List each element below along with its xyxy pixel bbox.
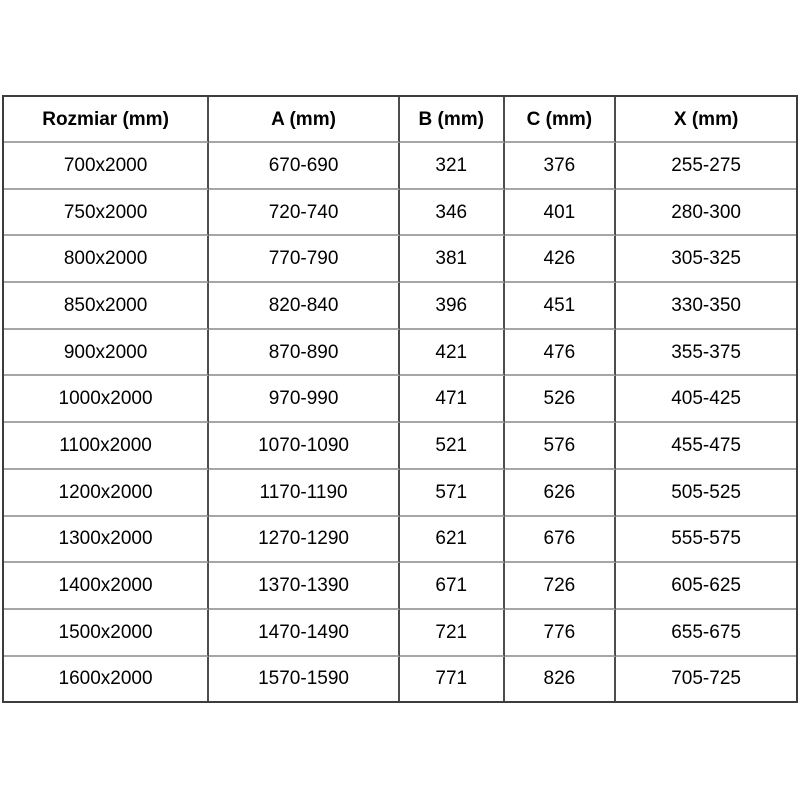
table-cell: 526 xyxy=(505,376,617,423)
header-row xyxy=(4,97,796,143)
size-table xyxy=(2,95,798,703)
table-cell: 705-725 xyxy=(616,657,796,702)
table-row xyxy=(4,610,796,657)
table-cell: 280-300 xyxy=(616,190,796,237)
table-cell: 605-625 xyxy=(616,563,796,610)
table-cell: 970-990 xyxy=(209,376,400,423)
column-header-1: A (mm) xyxy=(209,97,400,143)
table-row xyxy=(4,143,796,190)
table-cell: 820-840 xyxy=(209,283,400,330)
table-cell: 770-790 xyxy=(209,236,400,283)
table-cell: 476 xyxy=(505,330,617,377)
table-cell: 800x2000 xyxy=(4,236,209,283)
table-cell: 900x2000 xyxy=(4,330,209,377)
table-cell: 1500x2000 xyxy=(4,610,209,657)
table-cell: 421 xyxy=(400,330,505,377)
table-cell: 396 xyxy=(400,283,505,330)
table-cell: 381 xyxy=(400,236,505,283)
table-row xyxy=(4,470,796,517)
table-row xyxy=(4,657,796,702)
table-cell: 726 xyxy=(505,563,617,610)
table-cell: 776 xyxy=(505,610,617,657)
table-cell: 670-690 xyxy=(209,143,400,190)
table-cell: 870-890 xyxy=(209,330,400,377)
table-cell: 1600x2000 xyxy=(4,657,209,702)
table-cell: 671 xyxy=(400,563,505,610)
table-cell: 521 xyxy=(400,423,505,470)
table-cell: 455-475 xyxy=(616,423,796,470)
table-cell: 571 xyxy=(400,470,505,517)
table-cell: 305-325 xyxy=(616,236,796,283)
table-cell: 655-675 xyxy=(616,610,796,657)
table-cell: 471 xyxy=(400,376,505,423)
table-row xyxy=(4,376,796,423)
table-cell: 676 xyxy=(505,517,617,564)
table-cell: 1270-1290 xyxy=(209,517,400,564)
table-cell: 321 xyxy=(400,143,505,190)
table-cell: 771 xyxy=(400,657,505,702)
table-cell: 1370-1390 xyxy=(209,563,400,610)
table-row xyxy=(4,330,796,377)
table-cell: 720-740 xyxy=(209,190,400,237)
table-cell: 555-575 xyxy=(616,517,796,564)
table-cell: 1170-1190 xyxy=(209,470,400,517)
table-cell: 621 xyxy=(400,517,505,564)
table-row xyxy=(4,423,796,470)
table-cell: 850x2000 xyxy=(4,283,209,330)
table-cell: 826 xyxy=(505,657,617,702)
table-cell: 1070-1090 xyxy=(209,423,400,470)
table-row xyxy=(4,283,796,330)
table-row xyxy=(4,190,796,237)
table-row xyxy=(4,236,796,283)
table-cell: 1400x2000 xyxy=(4,563,209,610)
table-row xyxy=(4,563,796,610)
table-cell: 721 xyxy=(400,610,505,657)
table-cell: 405-425 xyxy=(616,376,796,423)
table-cell: 330-350 xyxy=(616,283,796,330)
table-cell: 426 xyxy=(505,236,617,283)
column-header-4: X (mm) xyxy=(616,97,796,143)
column-header-0: Rozmiar (mm) xyxy=(4,97,209,143)
table-cell: 451 xyxy=(505,283,617,330)
table-cell: 750x2000 xyxy=(4,190,209,237)
table-cell: 505-525 xyxy=(616,470,796,517)
table-cell: 1100x2000 xyxy=(4,423,209,470)
table-cell: 1300x2000 xyxy=(4,517,209,564)
column-header-2: B (mm) xyxy=(400,97,505,143)
table-cell: 255-275 xyxy=(616,143,796,190)
table-cell: 376 xyxy=(505,143,617,190)
table-cell: 700x2000 xyxy=(4,143,209,190)
table-cell: 1570-1590 xyxy=(209,657,400,702)
table-cell: 1000x2000 xyxy=(4,376,209,423)
table-cell: 1470-1490 xyxy=(209,610,400,657)
table-cell: 346 xyxy=(400,190,505,237)
table-row xyxy=(4,517,796,564)
table-cell: 576 xyxy=(505,423,617,470)
table-cell: 626 xyxy=(505,470,617,517)
table-cell: 355-375 xyxy=(616,330,796,377)
table-cell: 401 xyxy=(505,190,617,237)
table-cell: 1200x2000 xyxy=(4,470,209,517)
column-header-3: C (mm) xyxy=(505,97,617,143)
